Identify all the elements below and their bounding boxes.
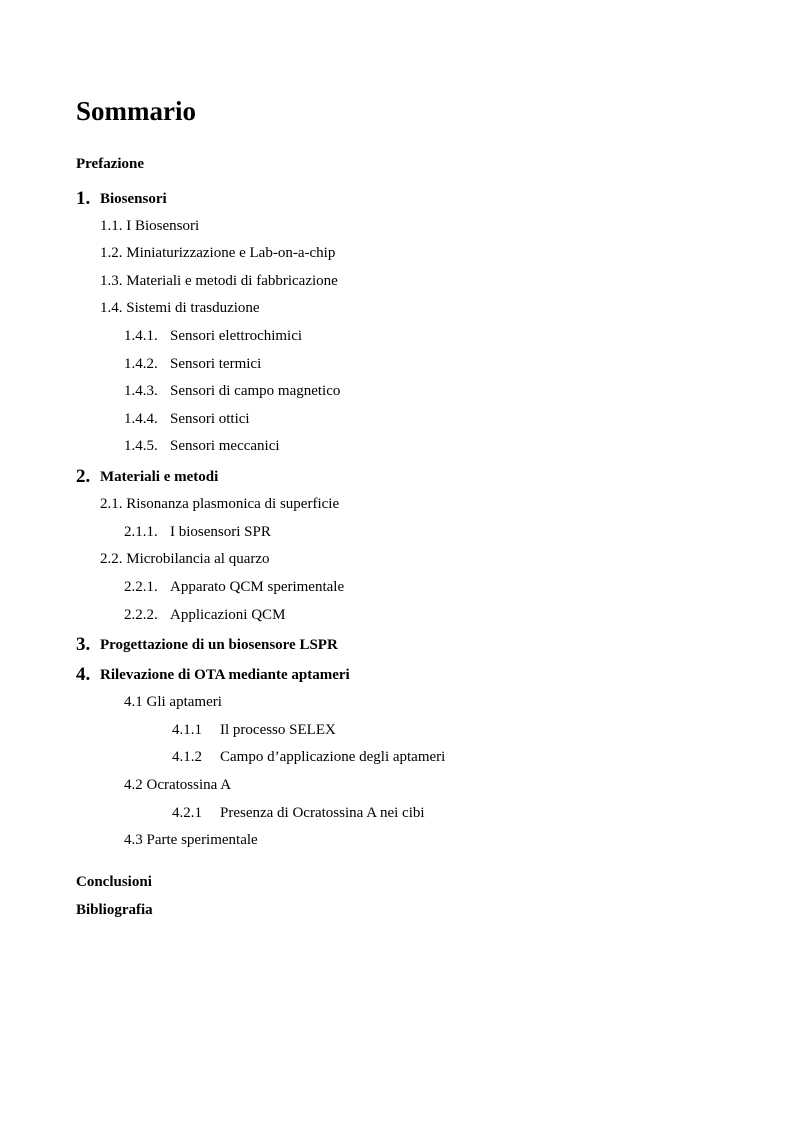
toc-subsection-1-4-1-number: 1.4.1. — [124, 328, 158, 344]
toc-section-1-3: 1.3. Materiali e metodi di fabbricazione — [100, 273, 338, 289]
chapter-2-title: Materiali e metodi — [100, 469, 219, 485]
toc-subsection-1-4-2-number: 1.4.2. — [124, 356, 158, 372]
toc-bibliography: Bibliografia — [76, 902, 153, 918]
toc-section-1-2: 1.2. Miniaturizzazione e Lab-on-a-chip — [100, 245, 336, 261]
toc-subsection-1-4-4-title: Sensori ottici — [170, 411, 250, 427]
toc-section-2-1: 2.1. Risonanza plasmonica di superficie — [100, 496, 340, 512]
page-title: Sommario — [76, 96, 196, 126]
toc-section-4-3: 4.3 Parte sperimentale — [124, 832, 258, 848]
chapter-4-number: 4. — [76, 664, 91, 685]
toc-subsection-2-2-1-number: 2.2.1. — [124, 579, 158, 595]
chapter-1-number: 1. — [76, 188, 91, 209]
toc-subsection-4-1-1-title: Il processo SELEX — [220, 722, 336, 738]
toc-subsection-4-2-1-title: Presenza di Ocratossina A nei cibi — [220, 805, 425, 821]
toc-subsection-1-4-5-title: Sensori meccanici — [170, 438, 280, 454]
toc-subsection-1-4-1-title: Sensori elettrochimici — [170, 328, 303, 344]
toc-section-1-1: 1.1. I Biosensori — [100, 218, 200, 234]
toc-conclusions: Conclusioni — [76, 874, 152, 890]
toc-subsection-4-2-1-number: 4.2.1 — [172, 805, 202, 821]
toc-subsection-1-4-3-title: Sensori di campo magnetico — [170, 383, 341, 399]
toc-subsection-1-4-5-number: 1.4.5. — [124, 438, 158, 454]
toc-subsection-2-1-1-number: 2.1.1. — [124, 524, 158, 540]
chapter-3-number: 3. — [76, 634, 91, 655]
chapter-2-number: 2. — [76, 466, 91, 487]
chapter-3-title: Progettazione di un biosensore LSPR — [100, 637, 338, 653]
toc-subsection-4-1-1-number: 4.1.1 — [172, 722, 202, 738]
toc-subsection-2-2-1-title: Apparato QCM sperimentale — [170, 579, 345, 595]
toc-subsection-2-1-1-title: I biosensori SPR — [170, 524, 271, 540]
chapter-1-title: Biosensori — [100, 191, 167, 207]
toc-subsection-4-1-2-number: 4.1.2 — [172, 749, 202, 765]
toc-subsection-2-2-2-title: Applicazioni QCM — [170, 607, 286, 623]
chapter-4-title: Rilevazione di OTA mediante aptameri — [100, 667, 350, 683]
toc-subsection-1-4-3-number: 1.4.3. — [124, 383, 158, 399]
toc-subsection-1-4-4-number: 1.4.4. — [124, 411, 158, 427]
toc-subsection-4-1-2-title: Campo d’applicazione degli aptameri — [220, 749, 446, 765]
toc-subsection-2-2-2-number: 2.2.2. — [124, 607, 158, 623]
toc-preface: Prefazione — [76, 156, 145, 172]
toc-subsection-1-4-2-title: Sensori termici — [170, 356, 262, 372]
toc-section-1-4: 1.4. Sistemi di trasduzione — [100, 300, 260, 316]
toc-section-2-2: 2.2. Microbilancia al quarzo — [100, 551, 270, 567]
toc-section-4-1: 4.1 Gli aptameri — [124, 694, 222, 710]
toc-section-4-2: 4.2 Ocratossina A — [124, 777, 232, 793]
